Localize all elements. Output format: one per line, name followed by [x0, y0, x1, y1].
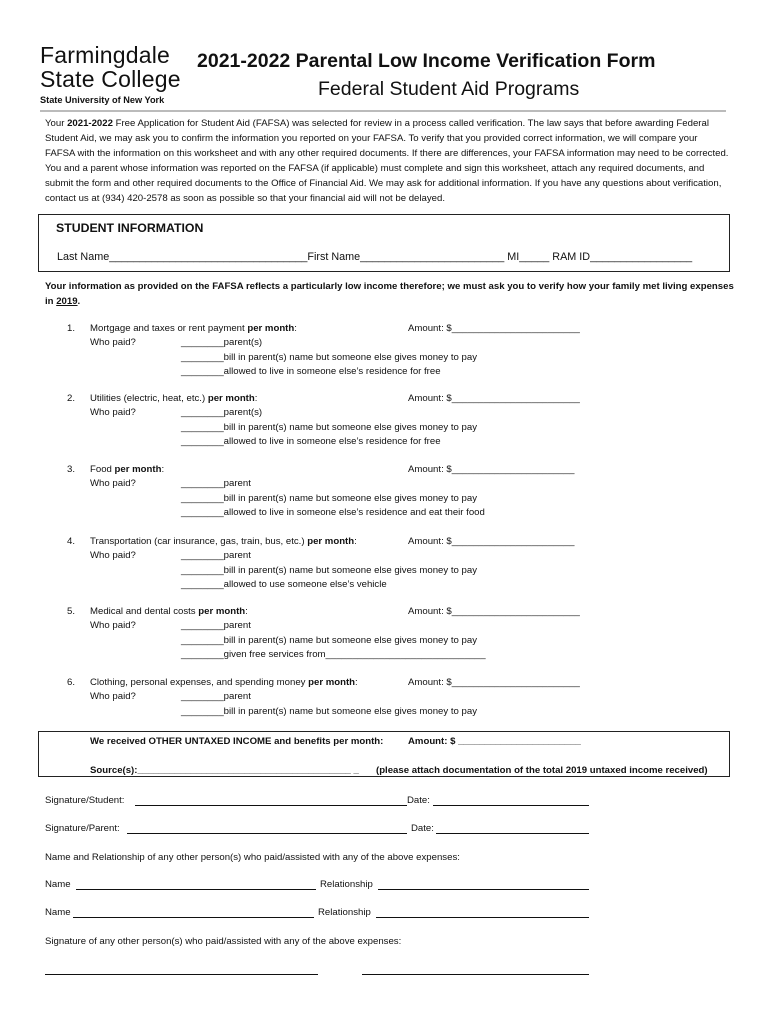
item-label-per-month: per month	[207, 393, 255, 404]
verification-question	[45, 279, 735, 309]
item-label	[90, 535, 357, 548]
other-date-line[interactable]	[362, 974, 589, 975]
item-number: 4.	[67, 536, 76, 547]
logo-suny: State University of New York	[40, 95, 165, 105]
item-option[interactable]: ________allowed to live in someone else’s residence and eat their food	[181, 507, 485, 518]
date-student-line[interactable]	[433, 805, 589, 806]
relationship-label-2: Relationship	[318, 907, 371, 918]
item-label-per-month: per month	[247, 323, 295, 334]
item-label	[90, 322, 297, 335]
item-label	[90, 676, 358, 689]
item-number: 6.	[67, 677, 76, 688]
item-number: 5.	[67, 606, 76, 617]
item-label	[90, 605, 248, 618]
relationship-line-1[interactable]	[378, 889, 589, 890]
item-option[interactable]: ________parent	[181, 478, 251, 489]
intro-year: 2021-2022	[67, 118, 113, 129]
date-student-label: Date:	[407, 795, 430, 806]
other-signature-line[interactable]	[45, 974, 318, 975]
student-name-fields[interactable]: Last Name_________________________________First Name________________________ MI_____ RAM ID_________________	[57, 251, 693, 263]
item-amount-field[interactable]: Amount: $________________________	[408, 323, 580, 334]
relationship-label-1: Relationship	[320, 879, 373, 890]
item-who-paid: Who paid?	[90, 337, 136, 348]
student-information-heading: STUDENT INFORMATION	[56, 221, 204, 235]
item-label-colon: :	[355, 677, 358, 688]
header-rule	[40, 110, 726, 112]
item-option[interactable]: ________bill in parent(s) name but someone else gives money to pay	[181, 564, 477, 576]
item-who-paid: Who paid?	[90, 407, 136, 418]
item-label-text: Medical and dental costs	[90, 606, 199, 617]
item-option[interactable]: ________given free services from______________________________	[181, 649, 486, 660]
item-who-paid: Who paid?	[90, 550, 136, 561]
name-label-1: Name	[45, 879, 71, 890]
intro-text: Free Application for Student Aid (FAFSA) was selected for review in a process called verification. The law says that before awarding Federal Student Aid, we may ask you to confirm the information you reported on your FAFSA. To verify that you provided correct information, we will compare your FAFSA with the information on this worksheet and with any other required documents. If there are differences, your FAFSA information may need to be corrected. You and a parent whose information was reported on the FAFSA (if applicable) must complete and sign this worksheet, attach any required documents, and submit the form and other required documents to the Office of Financial Aid. We may ask for additional information. If you have any questions about verification, contact us at (934) 420-2578 as soon as possible so that your financial aid will not be delayed.	[45, 118, 729, 204]
name-label-2: Name	[45, 907, 71, 918]
item-amount-field[interactable]: Amount: $________________________	[408, 606, 580, 617]
item-label-colon: :	[161, 464, 165, 475]
item-option[interactable]: ________parent	[181, 550, 251, 561]
item-label-colon: :	[294, 323, 297, 334]
name-relationship-prompt: Name and Relationship of any other person(s) who paid/assisted with any of the above expenses:	[45, 852, 460, 863]
item-option[interactable]: ________allowed to use someone else’s vehicle	[181, 579, 387, 590]
date-parent-line[interactable]	[436, 833, 589, 834]
signature-student-label: Signature/Student:	[45, 795, 125, 806]
form-subtitle: Federal Student Aid Programs	[318, 78, 580, 100]
relationship-line-2[interactable]	[376, 917, 589, 918]
item-option[interactable]: ________parent(s)	[181, 337, 263, 348]
item-label-per-month: per month	[308, 677, 356, 688]
item-label	[90, 463, 164, 476]
other-income-label: We received OTHER UNTAXED INCOME and benefits per month:	[90, 736, 384, 747]
other-income-note: (please attach documentation of the total 2019 untaxed income received)	[376, 765, 708, 776]
item-label-text: Transportation (car insurance, gas, train, bus, etc.)	[90, 536, 308, 547]
question-end: .	[77, 296, 81, 307]
item-amount-field[interactable]: Amount: $________________________	[408, 393, 580, 404]
item-label-per-month: per month	[307, 536, 355, 547]
item-number: 1.	[67, 323, 76, 334]
logo-state-college: State College	[40, 66, 181, 92]
item-label-per-month: per month	[114, 464, 162, 475]
date-parent-label: Date:	[411, 823, 434, 834]
item-amount-field[interactable]: Amount: $________________________	[408, 677, 580, 688]
item-amount-field[interactable]: Amount: $_______________________	[408, 536, 575, 547]
item-label-text: Food	[90, 464, 115, 475]
item-label-colon: :	[245, 606, 248, 617]
intro-paragraph	[45, 116, 730, 206]
item-label-colon: :	[254, 393, 258, 404]
item-who-paid: Who paid?	[90, 620, 136, 631]
item-option[interactable]: ________bill in parent(s) name but someone else gives money to pay	[181, 351, 477, 363]
item-number: 2.	[67, 393, 76, 404]
item-option[interactable]: ________bill in parent(s) name but someone else gives money to pay	[181, 492, 477, 504]
question-year: 2019	[56, 296, 78, 307]
item-option[interactable]: ________bill in parent(s) name but someone else gives money to pay	[181, 421, 477, 433]
signature-student-line[interactable]	[135, 805, 407, 806]
item-option[interactable]: ________allowed to live in someone else’s residence for free	[181, 366, 441, 377]
item-label-colon: :	[354, 536, 357, 547]
item-who-paid: Who paid?	[90, 478, 136, 489]
other-signature-prompt: Signature of any other person(s) who paid/assisted with any of the above expenses:	[45, 936, 402, 947]
item-amount-field[interactable]: Amount: $_______________________	[408, 464, 575, 475]
name-line-2[interactable]	[73, 917, 314, 918]
item-option[interactable]: ________parent	[181, 620, 251, 631]
other-income-sources[interactable]: Source(s):________________________________________ _	[90, 765, 359, 776]
item-number: 3.	[67, 464, 76, 475]
item-label-text: Clothing, personal expenses, and spending money	[90, 677, 309, 688]
logo-farmingdale: Farmingdale	[40, 42, 171, 68]
name-line-1[interactable]	[76, 889, 316, 890]
other-income-amount[interactable]: Amount: $ _______________________	[408, 736, 581, 747]
item-label-text: Utilities (electric, heat, etc.)	[90, 393, 208, 404]
signature-parent-label: Signature/Parent:	[45, 823, 120, 834]
item-option[interactable]: ________parent	[181, 691, 251, 702]
item-label-per-month: per month	[198, 606, 246, 617]
question-text: Your information as provided on the FAFSA reflects a particularly low income therefore; we must ask you to verify how your family met living expenses in	[45, 281, 734, 307]
item-option[interactable]: ________parent(s)	[181, 407, 263, 418]
item-option[interactable]: ________bill in parent(s) name but someone else gives money to pay	[181, 634, 477, 646]
intro-pre: Your	[45, 118, 68, 129]
item-label	[90, 392, 257, 405]
form-title: 2021-2022 Parental Low Income Verification Form	[197, 50, 656, 72]
item-label-text: Mortgage and taxes or rent payment	[90, 323, 248, 334]
signature-parent-line[interactable]	[127, 833, 407, 834]
item-who-paid: Who paid?	[90, 691, 136, 702]
item-option[interactable]: ________allowed to live in someone else’s residence for free	[181, 436, 441, 447]
item-option[interactable]: ________bill in parent(s) name but someone else gives money to pay	[181, 705, 477, 717]
